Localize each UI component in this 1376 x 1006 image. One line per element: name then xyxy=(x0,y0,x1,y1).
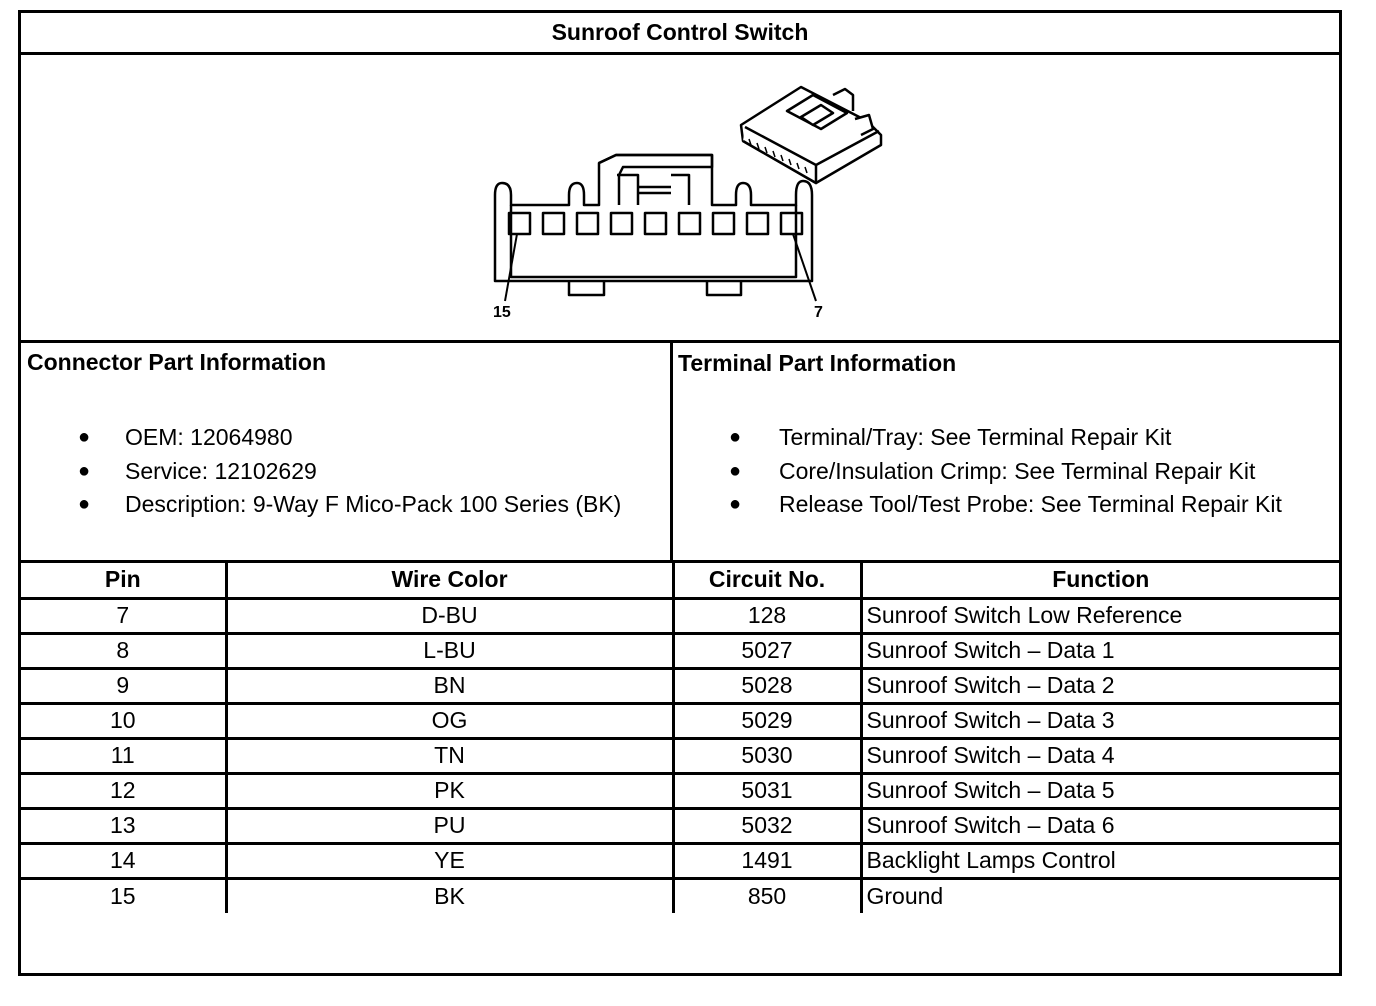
wire-color-cell: PK xyxy=(226,773,673,808)
pin-label-7: 7 xyxy=(814,304,823,321)
function-cell: Sunroof Switch Low Reference xyxy=(861,598,1339,633)
table-row xyxy=(21,773,1339,808)
list-item xyxy=(21,455,621,489)
cavity-pin-14 xyxy=(543,213,564,234)
pin-cell: 10 xyxy=(21,703,226,738)
bullet-icon: ● xyxy=(729,493,742,515)
bullet-icon: ● xyxy=(729,459,742,482)
list-item xyxy=(673,421,1282,455)
table-row xyxy=(21,843,1339,878)
wire-color-cell: TN xyxy=(226,738,673,773)
connector-diagram xyxy=(21,55,1339,340)
cavity-pin-10 xyxy=(679,213,700,234)
table-row xyxy=(21,738,1339,773)
circuit-cell: 5027 xyxy=(673,633,861,668)
connector-latch xyxy=(599,155,712,205)
circuit-cell: 1491 xyxy=(673,843,861,878)
cavity-pin-7 xyxy=(781,213,802,234)
terminal-tray: Terminal/Tray: See Terminal Repair Kit xyxy=(779,424,1172,450)
connector-diagram-panel xyxy=(21,55,1339,343)
col-header-function: Function xyxy=(861,563,1339,598)
wire-color-cell: BK xyxy=(226,878,673,913)
col-header-wire-color: Wire Color xyxy=(226,563,673,598)
connector-service: Service: 12102629 xyxy=(125,457,317,484)
terminal-part-info xyxy=(673,343,1339,560)
pin-label-15: 15 xyxy=(493,304,511,321)
cavity-pin-8 xyxy=(747,213,768,234)
connector-info-list xyxy=(21,421,621,522)
pinout-table xyxy=(21,563,1339,913)
table-row xyxy=(21,668,1339,703)
pin-cell: 7 xyxy=(21,598,226,633)
pin-cell: 9 xyxy=(21,668,226,703)
bullet-icon: ● xyxy=(78,493,91,515)
terminal-info-heading: Terminal Part Information xyxy=(678,350,957,376)
cavity-pin-9 xyxy=(713,213,734,234)
bullet-icon: ● xyxy=(78,426,91,448)
pin-cell: 15 xyxy=(21,878,226,913)
connector-tab-left xyxy=(569,281,604,295)
circuit-cell: 5031 xyxy=(673,773,861,808)
table-row xyxy=(21,808,1339,843)
part-info-row xyxy=(21,343,1339,563)
function-cell: Sunroof Switch – Data 6 xyxy=(861,808,1339,843)
circuit-cell: 5028 xyxy=(673,668,861,703)
bullet-icon: ● xyxy=(78,459,91,482)
table-row xyxy=(21,598,1339,633)
cavity-pin-12 xyxy=(611,213,632,234)
wire-color-cell: L-BU xyxy=(226,633,673,668)
bullet-icon: ● xyxy=(729,426,742,448)
function-cell: Sunroof Switch – Data 2 xyxy=(861,668,1339,703)
circuit-cell: 850 xyxy=(673,878,861,913)
list-item xyxy=(673,455,1282,489)
circuit-cell: 5030 xyxy=(673,738,861,773)
connector-oem: OEM: 12064980 xyxy=(125,424,293,450)
pin-cell: 13 xyxy=(21,808,226,843)
col-header-circuit: Circuit No. xyxy=(673,563,861,598)
function-cell: Sunroof Switch – Data 1 xyxy=(861,633,1339,668)
function-cell: Sunroof Switch – Data 3 xyxy=(861,703,1339,738)
connector-description: Description: 9-Way F Mico-Pack 100 Series (BK) xyxy=(125,491,622,517)
wire-color-cell: YE xyxy=(226,843,673,878)
terminal-release-tool: Release Tool/Test Probe: See Terminal Repair Kit xyxy=(779,491,1282,517)
wire-color-cell: D-BU xyxy=(226,598,673,633)
table-header-row xyxy=(21,563,1339,598)
cavity-pin-13 xyxy=(577,213,598,234)
pin-cell: 12 xyxy=(21,773,226,808)
page-title: Sunroof Control Switch xyxy=(21,13,1339,55)
function-cell: Sunroof Switch – Data 4 xyxy=(861,738,1339,773)
circuit-cell: 5032 xyxy=(673,808,861,843)
connector-part-info xyxy=(21,343,673,560)
connector-tab-right xyxy=(707,281,741,295)
list-item xyxy=(673,488,1282,522)
terminal-crimp: Core/Insulation Crimp: See Terminal Repair Kit xyxy=(779,457,1256,484)
circuit-cell: 128 xyxy=(673,598,861,633)
wire-color-cell: OG xyxy=(226,703,673,738)
terminal-info-list xyxy=(673,421,1282,522)
connector-isometric-view xyxy=(741,87,881,183)
cavity-pin-11 xyxy=(645,213,666,234)
col-header-pin: Pin xyxy=(21,563,226,598)
wire-color-cell: PU xyxy=(226,808,673,843)
table-row xyxy=(21,878,1339,913)
pin-cell: 14 xyxy=(21,843,226,878)
connector-info-heading: Connector Part Information xyxy=(27,349,327,375)
function-cell: Backlight Lamps Control xyxy=(861,843,1339,878)
circuit-cell: 5029 xyxy=(673,703,861,738)
list-item xyxy=(21,421,621,455)
table-row xyxy=(21,633,1339,668)
table-row xyxy=(21,703,1339,738)
function-cell: Sunroof Switch – Data 5 xyxy=(861,773,1339,808)
wire-color-cell: BN xyxy=(226,668,673,703)
function-cell: Ground xyxy=(861,878,1339,913)
pin-cell: 8 xyxy=(21,633,226,668)
connector-sheet xyxy=(18,10,1342,976)
pin-cell: 11 xyxy=(21,738,226,773)
list-item xyxy=(21,488,621,522)
